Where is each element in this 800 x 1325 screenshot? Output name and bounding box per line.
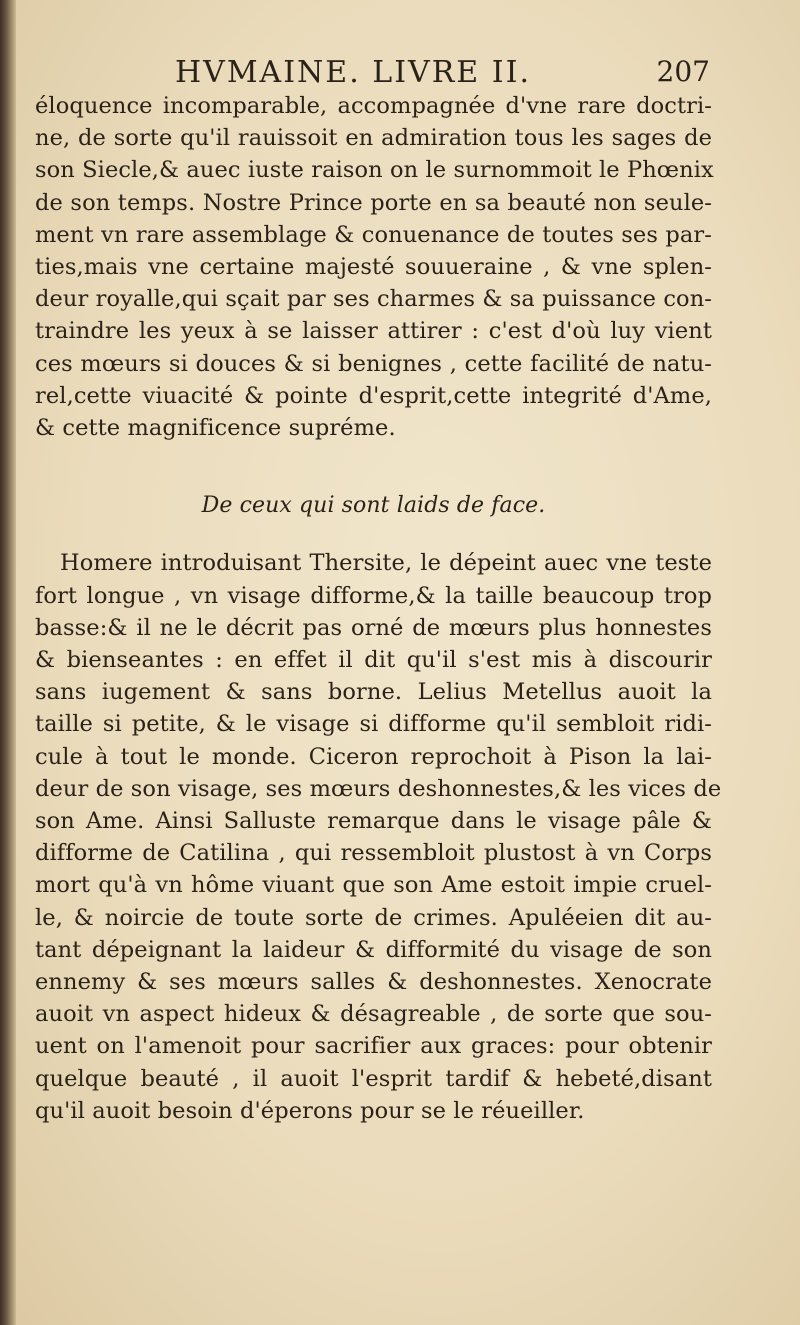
body-text <box>35 90 722 1127</box>
text-line: deur royalle,qui sçait par ses charmes & sa puissance con- <box>35 286 712 313</box>
text-line: rel,cette viuacité & pointe d'esprit,cette integrité d'Ame, <box>35 382 712 409</box>
text-line: & bienseantes : en effet il dit qu'il s'est mis à discourir <box>35 647 712 674</box>
text-line: traindre les yeux à se laisser attirer : c'est d'où luy vient <box>35 318 712 345</box>
text-line: son Siecle,& auec iuste raison on le surnommoit le Phœnix <box>35 157 714 184</box>
text-line: tant dépeignant la laideur & difformité du visage de son <box>35 936 712 963</box>
text-line: ennemy & ses mœurs salles & deshonnestes. Xenocrate <box>35 969 712 996</box>
binding-gutter <box>0 0 16 1325</box>
running-head <box>175 55 710 95</box>
text-line: Homere introduisant Thersite, le dépeint auec vne teste <box>60 550 712 577</box>
text-line: mort qu'à vn hôme viuant que son Ame estoit impie cruel- <box>35 872 712 899</box>
text-line: sans iugement & sans borne. Lelius Metellus auoit la <box>35 679 712 706</box>
text-line: fort longue , vn visage difforme,& la taille beaucoup trop <box>35 582 712 609</box>
text-line: cule à tout le monde. Ciceron reprochoit à Pison la lai- <box>35 743 712 770</box>
text-line: auoit vn aspect hideux & désagreable , de sorte que sou- <box>35 1001 712 1028</box>
text-line: de son temps. Nostre Prince porte en sa beauté non seule- <box>35 189 712 216</box>
running-head-title: HVMAINE. LIVRE II. <box>175 55 531 90</box>
paragraph-2 <box>35 547 722 1127</box>
text-line: son Ame. Ainsi Salluste remarque dans le visage pâle & <box>35 808 712 835</box>
text-line: deur de son visage, ses mœurs deshonnestes,& les vices de <box>35 775 722 802</box>
text-line: le, & noircie de toute sorte de crimes. Apuléeien dit au- <box>35 904 712 931</box>
text-line: ment vn rare assemblage & conuenance de toutes ses par- <box>35 221 712 248</box>
text-line: ties,mais vne certaine majesté souueraine , & vne splen- <box>35 254 712 281</box>
text-line: taille si petite, & le visage si difforme qu'il sembloit ridi- <box>35 711 712 738</box>
text-line: difforme de Catilina , qui ressembloit plustost à vn Corps <box>35 840 712 867</box>
section-heading: De ceux qui sont laids de face. <box>201 493 546 519</box>
text-line: ne, de sorte qu'il rauissoit en admiration tous les sages de <box>35 125 712 152</box>
paragraph-1 <box>35 90 712 444</box>
text-line: ces mœurs si douces & si benignes , cette facilité de natu- <box>35 350 712 377</box>
text-line: basse:& il ne le décrit pas orné de mœurs plus honnestes <box>35 614 712 641</box>
text-line: & cette magnificence supréme. <box>35 415 396 442</box>
text-line: éloquence incomparable, accompagnée d'vne rare doctri- <box>35 93 712 119</box>
page-number: 207 <box>656 55 710 88</box>
text-line: quelque beauté , il auoit l'esprit tardif & hebeté,disant <box>35 1065 712 1092</box>
text-line: uent on l'amenoit pour sacrifier aux graces: pour obtenir <box>35 1033 712 1060</box>
text-line: qu'il auoit besoin d'éperons pour se le réueiller. <box>35 1097 585 1124</box>
